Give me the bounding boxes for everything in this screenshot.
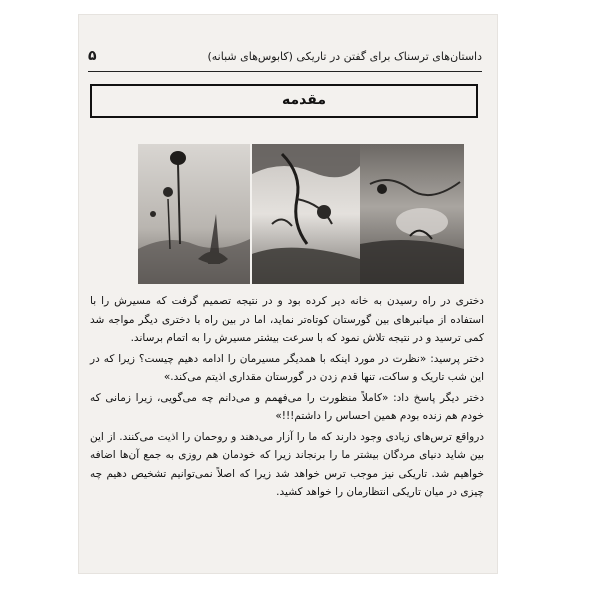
header-title: داستان‌های ترسناک برای گفتن در تاریکی (کابوس‌های شبانه) xyxy=(207,50,482,63)
chapter-heading-box xyxy=(90,84,478,118)
paragraph: دختر دیگر پاسخ داد: «کاملاً منظورت را می‌فهمم و می‌دانم چه می‌گویی، زیرا زمانی که خودم هم زنده بودم همین احساس را داشتم!!!» xyxy=(90,391,484,422)
paragraph: دختری در راه رسیدن به خانه دیر کرده بود و در نتیجه تصمیم گرفت که مسیرش را با استفاده از میانبرهای بین گورستان کوتاه‌تر نماید، اما در بین راه با دختری دیگر مواجه شد کمی ترسید و در نتیجه تلاش نمود که با سرعت بیشتر مسیرش را به اتمام برساند. xyxy=(90,295,484,344)
illustration-center xyxy=(252,144,360,284)
page-number: ۵ xyxy=(88,48,97,64)
body-text xyxy=(90,292,484,504)
illustration-right xyxy=(360,144,464,284)
paragraph: درواقع ترس‌های زیادی وجود دارند که ما را آزار می‌دهند و روحمان را اذیت می‌کنند. از این بین شاید دنیای مردگان بیشتر ما را برنجاند زیرا که خودمان هم روزی به جمع آن‌ها اضافه خواهیم شد. تاریکی نیز موجب ترس خواهد شد زیرا که اصلاً نمی‌توانیم تشخیص دهیم چه چیزی در میان تاریکی انتظارمان را خواهد کشید. xyxy=(90,430,484,498)
running-header xyxy=(88,48,482,70)
header-divider xyxy=(88,71,482,72)
chapter-title: مقدمه xyxy=(282,92,326,108)
book-page xyxy=(78,14,498,574)
paragraph: دختر پرسید: «نظرت در مورد اینکه با همدیگر مسیرمان را ادامه دهیم چیست؟ زیرا که در این شب تاریک و ساکت، تنها قدم زدن در گورستان مقداری اذیتم می‌کند.» xyxy=(90,352,484,383)
illustration-left xyxy=(138,144,250,284)
